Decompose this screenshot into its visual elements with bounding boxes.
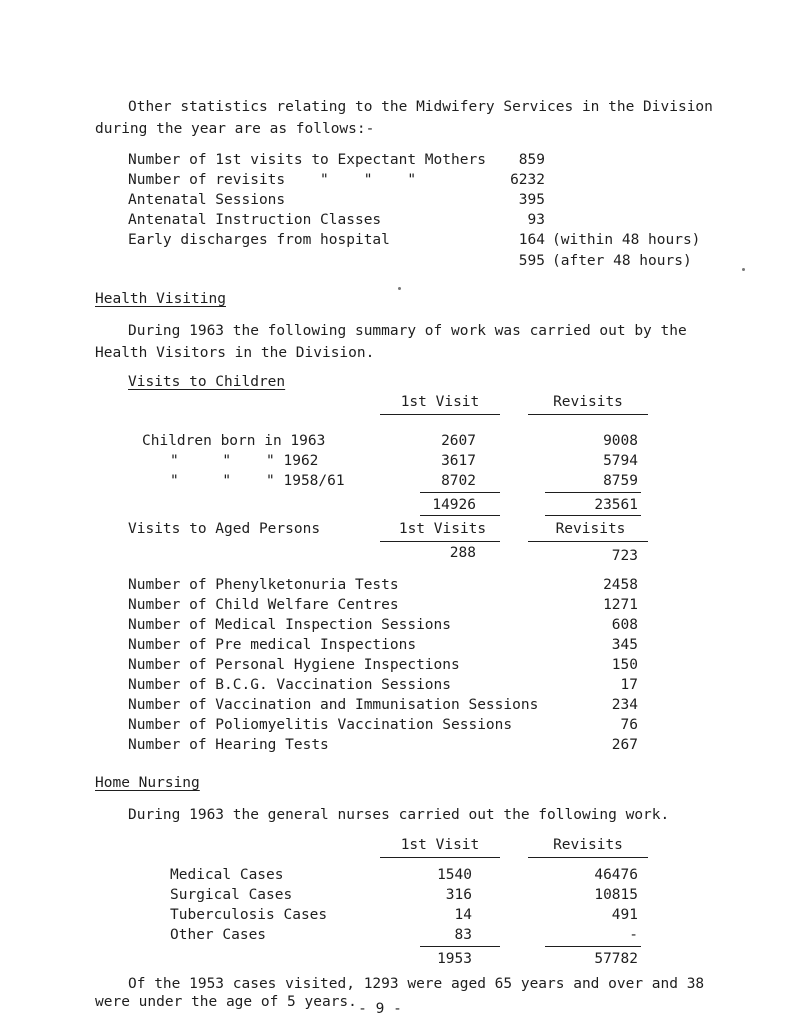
children-total-revisits: 23561 xyxy=(594,497,638,513)
children-row-revisits: 9008 xyxy=(603,433,638,449)
aged-col-first: 1st Visits xyxy=(398,521,487,537)
other-value: 608 xyxy=(611,617,638,633)
column-underline xyxy=(380,414,500,415)
nursing-footnote-1: Of the 1953 cases visited, 1293 were aged 65 years and over and 38 xyxy=(128,976,705,992)
children-heading: Visits to Children xyxy=(128,374,286,390)
children-row-first: 2607 xyxy=(441,433,476,449)
midwifery-value: 6232 xyxy=(510,172,545,188)
scan-speck xyxy=(742,268,745,271)
nursing-row-revisits: 10815 xyxy=(594,887,638,903)
other-value: 2458 xyxy=(603,577,638,593)
other-value: 17 xyxy=(620,677,638,693)
midwifery-label: Early discharges from hospital xyxy=(128,232,390,248)
other-label: Number of Poliomyelitis Vaccination Sessions xyxy=(128,717,513,733)
total-rule xyxy=(545,515,641,516)
nursing-row-revisits: 491 xyxy=(611,907,638,923)
nursing-footnote-2: were under the age of 5 years. xyxy=(95,994,357,1010)
aged-first-value: 288 xyxy=(449,545,476,561)
midwifery-note: (after 48 hours) xyxy=(552,253,692,269)
column-underline xyxy=(528,857,648,858)
other-label: Number of Child Welfare Centres xyxy=(128,597,399,613)
scan-speck xyxy=(398,287,401,290)
health-visiting-para-1: During 1963 the following summary of work was carried out by the xyxy=(128,323,687,339)
nursing-col-revisits: Revisits xyxy=(553,837,623,853)
home-nursing-para: During 1963 the general nurses carried out the following work. xyxy=(128,807,670,823)
midwifery-label: Antenatal Instruction Classes xyxy=(128,212,382,228)
midwifery-value: 859 xyxy=(518,152,545,168)
midwifery-value: 395 xyxy=(518,192,545,208)
children-row-label: " " " 1962 xyxy=(170,453,319,469)
children-row-revisits: 8759 xyxy=(603,473,638,489)
midwifery-label: Antenatal Sessions xyxy=(128,192,286,208)
midwifery-note: (within 48 hours) xyxy=(552,232,701,248)
page-number: - 9 - xyxy=(358,1001,402,1017)
other-value: 234 xyxy=(611,697,638,713)
other-label: Number of B.C.G. Vaccination Sessions xyxy=(128,677,452,693)
nursing-row-first: 83 xyxy=(454,927,472,943)
midwifery-value: 93 xyxy=(527,212,545,228)
other-label: Number of Hearing Tests xyxy=(128,737,329,753)
column-underline xyxy=(380,857,500,858)
midwifery-label: Number of revisits " " " xyxy=(128,172,417,188)
other-value: 76 xyxy=(620,717,638,733)
children-row-label: Children born in 1963 xyxy=(142,433,326,449)
nursing-row-revisits: 46476 xyxy=(594,867,638,883)
other-value: 345 xyxy=(611,637,638,653)
nursing-row-first: 14 xyxy=(454,907,472,923)
nursing-row-revisits: - xyxy=(629,927,638,943)
aged-col-revisits: Revisits xyxy=(555,521,626,537)
other-value: 150 xyxy=(611,657,638,673)
children-row-first: 8702 xyxy=(441,473,476,489)
column-underline xyxy=(380,541,500,542)
nursing-row-label: Other Cases xyxy=(170,927,267,943)
column-underline xyxy=(528,414,648,415)
other-value: 1271 xyxy=(603,597,638,613)
home-nursing-heading: Home Nursing xyxy=(95,775,200,791)
nursing-total-first: 1953 xyxy=(437,951,472,967)
other-label: Number of Phenylketonuria Tests xyxy=(128,577,399,593)
intro-line-1: Other statistics relating to the Midwifery Services in the Division xyxy=(128,99,713,115)
aged-heading: Visits to Aged Persons xyxy=(128,521,321,537)
children-col-revisits: Revisits xyxy=(553,394,623,410)
health-visiting-para-2: Health Visitors in the Division. xyxy=(95,345,375,361)
nursing-total-revisits: 57782 xyxy=(594,951,638,967)
nursing-row-label: Medical Cases xyxy=(170,867,284,883)
nursing-col-first: 1st Visit xyxy=(400,837,480,853)
other-label: Number of Vaccination and Immunisation Sessions xyxy=(128,697,539,713)
other-label: Number of Personal Hygiene Inspections xyxy=(128,657,460,673)
midwifery-label: Number of 1st visits to Expectant Mothers xyxy=(128,152,486,168)
health-visiting-heading: Health Visiting xyxy=(95,291,226,307)
total-rule xyxy=(545,946,641,947)
children-row-label: " " " 1958/61 xyxy=(170,473,345,489)
midwifery-value: 595 xyxy=(518,253,545,269)
children-row-first: 3617 xyxy=(441,453,476,469)
intro-line-2: during the year are as follows:- xyxy=(95,121,375,137)
total-rule xyxy=(420,946,500,947)
column-underline xyxy=(528,541,648,542)
nursing-row-label: Tuberculosis Cases xyxy=(170,907,328,923)
other-label: Number of Pre medical Inspections xyxy=(128,637,417,653)
total-rule xyxy=(545,492,641,493)
nursing-row-label: Surgical Cases xyxy=(170,887,293,903)
other-value: 267 xyxy=(611,737,638,753)
other-label: Number of Medical Inspection Sessions xyxy=(128,617,452,633)
total-rule xyxy=(420,492,500,493)
children-total-first: 14926 xyxy=(432,497,476,513)
total-rule xyxy=(420,515,500,516)
nursing-row-first: 316 xyxy=(445,887,472,903)
nursing-row-first: 1540 xyxy=(437,867,472,883)
midwifery-value: 164 xyxy=(518,232,545,248)
aged-revisits-value: 723 xyxy=(611,548,638,564)
children-row-revisits: 5794 xyxy=(603,453,638,469)
children-col-first: 1st Visit xyxy=(400,394,480,410)
